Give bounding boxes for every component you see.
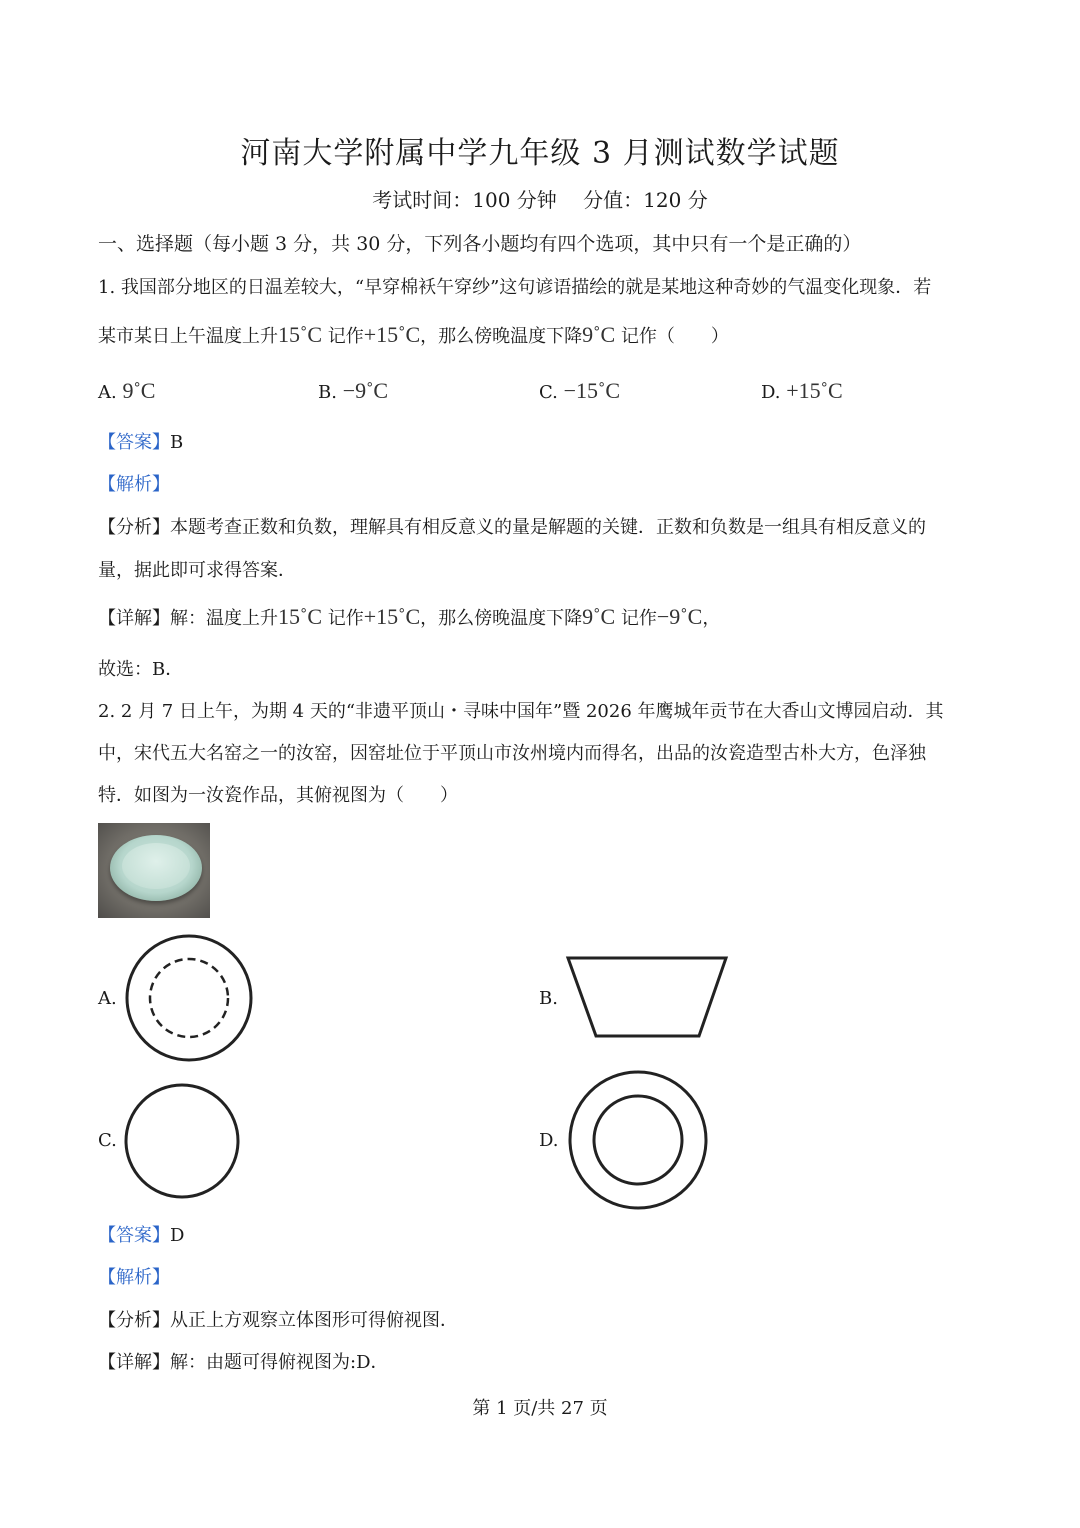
xiangjie-tag: 【详解】	[98, 608, 170, 629]
q2-option-a-label: A.	[98, 988, 117, 1009]
option-label: D.	[761, 382, 781, 403]
page-title: 河南大学附属中学九年级 3 月测试数学试题	[240, 136, 840, 171]
option-label: A.	[98, 382, 117, 403]
fenxi-text: 从正上方观察立体图形可得俯视图．	[170, 1310, 458, 1331]
q2-option-c-figure	[120, 1080, 244, 1204]
xiangjie-text: ，那么傍晚温度下降	[420, 608, 583, 629]
q1-math: 9˚C	[582, 322, 616, 347]
answer-tag: 【答案】	[98, 432, 170, 453]
q1-text: ，那么傍晚温度下降	[420, 326, 583, 347]
xiangjie-math: 9˚C	[582, 604, 616, 629]
xiangjie-math: +15˚C	[363, 604, 421, 629]
dashed-inner-circle	[150, 959, 228, 1037]
q1-option-c	[539, 378, 620, 404]
q1-analysis-tag: 【解析】	[98, 474, 170, 495]
exam-info: 考试时间：100 分钟 分值：120 分	[372, 188, 708, 212]
q2-option-d-figure	[562, 1068, 714, 1212]
section-heading: 一、选择题（每小题 3 分，共 30 分，下列各小题均有四个选项，其中只有一个是正确的）	[98, 233, 862, 255]
q2-stem-line3: 特．如图为一汝瓷作品，其俯视图为（ ）	[98, 785, 458, 806]
q2-xiangjie	[98, 1348, 389, 1374]
xiangjie-text: ，	[702, 608, 721, 629]
ru-ware-dish-photo	[98, 823, 210, 918]
answer-value: B	[170, 432, 184, 453]
fenxi-tag: 【分析】	[98, 517, 170, 538]
q2-option-a-figure	[120, 930, 260, 1066]
q1-option-a	[98, 378, 155, 404]
q1-stem-line1: 1. 我国部分地区的日温差较大，“早穿棉袄午穿纱”这句谚语描绘的就是某地这种奇妙的气温变化现象．若	[98, 277, 932, 298]
option-value: 9˚C	[122, 378, 156, 403]
xiangjie-text: 记作	[615, 608, 657, 629]
xiangjie-text: 记作	[322, 608, 364, 629]
q1-fenxi-line2: 量，据此即可求得答案．	[98, 560, 296, 581]
outer-circle	[127, 936, 251, 1060]
q1-option-d	[761, 378, 843, 404]
xiangjie-tag: 【详解】	[98, 1352, 170, 1373]
xiangjie-text: 解：温度上升	[170, 608, 278, 629]
q2-answer	[98, 1221, 184, 1247]
trapezoid	[568, 958, 726, 1036]
q1-math: +15˚C	[363, 322, 421, 347]
option-value: +15˚C	[786, 378, 843, 403]
q1-answer	[98, 428, 183, 454]
fenxi-tag: 【分析】	[98, 1310, 170, 1331]
single-circle	[126, 1085, 238, 1197]
outer-circle	[570, 1072, 706, 1208]
q2-option-b-figure	[562, 953, 732, 1043]
q1-stem-line2	[98, 322, 729, 348]
q1-text: 某市某日上午温度上升	[98, 326, 278, 347]
q1-option-b	[318, 378, 388, 404]
q2-stem-line1: 2. 2 月 7 日上午，为期 4 天的“非遗平顶山・寻味中国年”暨 2026 年鹰城年贡节在大香山文博园启动．其	[98, 701, 944, 722]
option-value: −15˚C	[563, 378, 621, 403]
dish-inner	[122, 843, 190, 889]
fenxi-text: 本题考查正数和负数，理解具有相反意义的量是解题的关键．正数和负数是一组具有相反意义的	[170, 517, 926, 538]
q2-stem-line2: 中，宋代五大名窑之一的汝窑，因窑址位于平顶山市汝州境内而得名，出品的汝瓷造型古朴大方，色泽独	[98, 743, 926, 764]
option-value: −9˚C	[342, 378, 389, 403]
option-label: B.	[318, 382, 337, 403]
q2-fenxi	[98, 1306, 458, 1332]
q1-choose: 故选：B．	[98, 659, 184, 680]
q2-option-c-label: C.	[98, 1130, 117, 1151]
answer-value: D	[170, 1225, 185, 1246]
q2-option-d-label: D.	[539, 1130, 559, 1151]
q1-text: 记作（ ）	[615, 326, 729, 347]
q1-math: 15˚C	[278, 322, 322, 347]
option-label: C.	[539, 382, 558, 403]
page-number: 第 1 页/共 27 页	[472, 1398, 608, 1419]
q1-xiangjie	[98, 604, 720, 630]
q2-analysis-tag: 【解析】	[98, 1267, 170, 1288]
q2-option-b-label: B.	[539, 988, 558, 1009]
answer-tag: 【答案】	[98, 1225, 170, 1246]
q1-fenxi-line1	[98, 513, 926, 539]
inner-circle	[594, 1096, 682, 1184]
xiangjie-math: −9˚C	[656, 604, 703, 629]
xiangjie-math: 15˚C	[278, 604, 322, 629]
xiangjie-text: 解：由题可得俯视图为:D．	[170, 1352, 389, 1373]
q1-text: 记作	[322, 326, 364, 347]
